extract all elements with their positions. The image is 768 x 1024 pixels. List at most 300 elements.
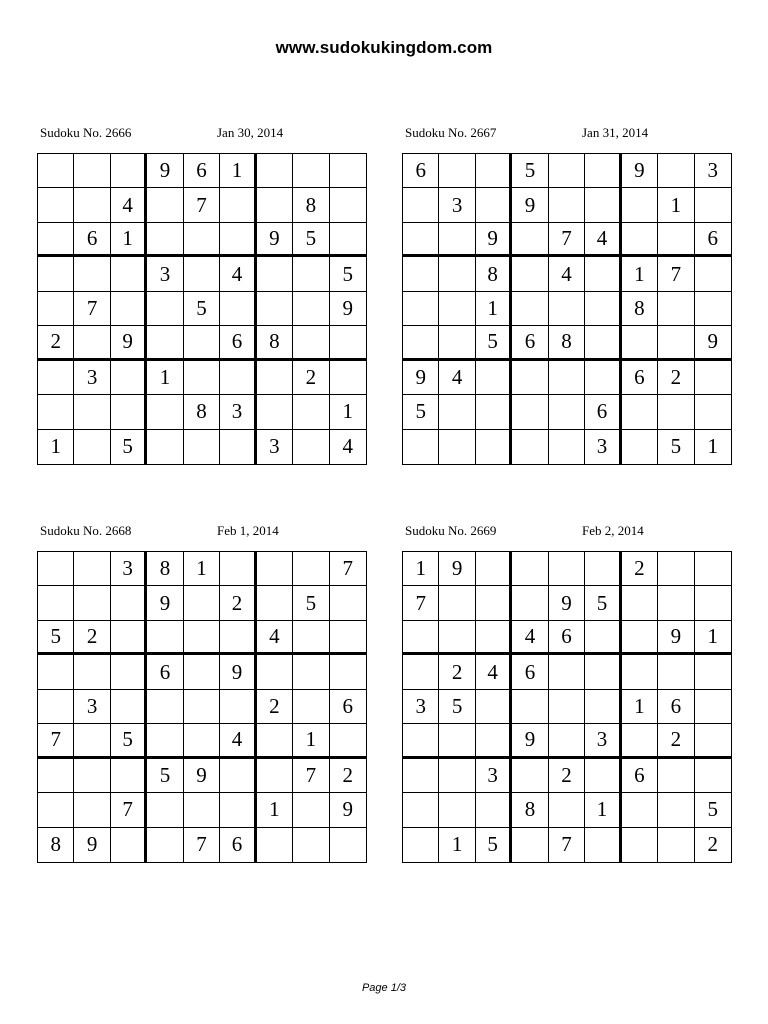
sudoku-cell: 7 (549, 223, 585, 257)
puzzle-date: Jan 31, 2014 (582, 125, 649, 140)
sudoku-cell: 2 (658, 724, 694, 758)
sudoku-cell (658, 655, 694, 689)
sudoku-cell (330, 586, 366, 620)
sudoku-cell (439, 430, 475, 464)
sudoku-cell: 5 (512, 154, 548, 188)
sudoku-cell: 9 (439, 552, 475, 586)
puzzle-date: Feb 2, 2014 (582, 523, 644, 538)
sudoku-cell: 3 (476, 759, 512, 793)
sudoku-cell (585, 188, 621, 222)
sudoku-puzzle (37, 523, 367, 857)
sudoku-cell: 3 (111, 552, 147, 586)
puzzle-number: Sudoku No. 2669 (405, 523, 497, 538)
sudoku-cell (658, 793, 694, 827)
sudoku-cell (111, 361, 147, 395)
sudoku-cell (184, 586, 220, 620)
sudoku-cell (403, 292, 439, 326)
sudoku-cell: 9 (257, 223, 293, 257)
sudoku-cell (403, 759, 439, 793)
sudoku-cell (111, 395, 147, 429)
sudoku-cell: 3 (220, 395, 256, 429)
sudoku-cell (622, 395, 658, 429)
sudoku-cell (257, 257, 293, 291)
sudoku-cell (184, 430, 220, 464)
sudoku-cell (403, 430, 439, 464)
sudoku-cell (658, 326, 694, 360)
puzzle-header (402, 125, 732, 143)
sudoku-cell (622, 828, 658, 862)
sudoku-cell: 7 (184, 828, 220, 862)
sudoku-cell (512, 759, 548, 793)
sudoku-cell (658, 223, 694, 257)
sudoku-puzzle (37, 125, 367, 459)
sudoku-cell: 6 (147, 655, 183, 689)
sudoku-cell (695, 292, 731, 326)
sudoku-cell: 8 (184, 395, 220, 429)
sudoku-cell (147, 621, 183, 655)
sudoku-cell: 5 (476, 326, 512, 360)
sudoku-cell (330, 326, 366, 360)
sudoku-cell (74, 655, 110, 689)
sudoku-cell: 7 (330, 552, 366, 586)
sudoku-cell (549, 361, 585, 395)
sudoku-cell: 8 (549, 326, 585, 360)
sudoku-cell (147, 188, 183, 222)
sudoku-cell (549, 154, 585, 188)
sudoku-cell (74, 552, 110, 586)
sudoku-cell (147, 690, 183, 724)
sudoku-cell (111, 292, 147, 326)
sudoku-cell: 5 (293, 223, 329, 257)
sudoku-cell (476, 724, 512, 758)
sudoku-cell (111, 690, 147, 724)
puzzle-header (37, 523, 367, 541)
sudoku-cell: 1 (707, 434, 719, 459)
sudoku-cell (38, 361, 74, 395)
sudoku-cell (549, 793, 585, 827)
sudoku-cell: 6 (585, 395, 621, 429)
sudoku-cell (549, 552, 585, 586)
puzzle-number: Sudoku No. 2668 (40, 523, 132, 538)
puzzle-header (402, 523, 732, 541)
sudoku-cell (476, 361, 512, 395)
sudoku-cell: 3 (439, 188, 475, 222)
sudoku-cell: 1 (622, 257, 658, 291)
sudoku-cell: 3 (585, 430, 621, 464)
sudoku-cell: 7 (403, 586, 439, 620)
sudoku-cell (695, 188, 731, 222)
sudoku-cell (257, 552, 293, 586)
sudoku-cell (439, 395, 475, 429)
sudoku-cell (403, 188, 439, 222)
sudoku-cell (293, 395, 329, 429)
sudoku-cell: 4 (476, 655, 512, 689)
sudoku-cell: 5 (147, 759, 183, 793)
sudoku-cell: 6 (622, 361, 658, 395)
sudoku-cell: 3 (403, 690, 439, 724)
sudoku-cell: 3 (147, 257, 183, 291)
sudoku-cell (403, 223, 439, 257)
sudoku-cell: 6 (549, 621, 585, 655)
sudoku-cell (549, 292, 585, 326)
sudoku-cell: 5 (38, 621, 74, 655)
sudoku-cell: 9 (111, 326, 147, 360)
sudoku-cell: 1 (257, 793, 293, 827)
sudoku-cell (622, 655, 658, 689)
sudoku-cell: 2 (439, 655, 475, 689)
sudoku-cell (38, 188, 74, 222)
sudoku-cell (585, 326, 621, 360)
sudoku-cell: 1 (220, 154, 256, 188)
sudoku-cell: 4 (549, 257, 585, 291)
sudoku-cell (512, 257, 548, 291)
sudoku-cell (220, 690, 256, 724)
sudoku-cell: 3 (695, 154, 731, 188)
sudoku-cell: 9 (658, 621, 694, 655)
sudoku-cell: 6 (220, 828, 256, 862)
sudoku-cell (147, 724, 183, 758)
sudoku-cell (293, 552, 329, 586)
sudoku-cell (512, 223, 548, 257)
sudoku-cell (111, 828, 147, 862)
sudoku-cell (293, 326, 329, 360)
sudoku-cell: 7 (74, 292, 110, 326)
sudoku-cell: 4 (220, 724, 256, 758)
sudoku-cell (330, 724, 366, 758)
sudoku-cell (74, 793, 110, 827)
sudoku-cell (38, 395, 74, 429)
sudoku-cell (111, 257, 147, 291)
sudoku-puzzle (402, 523, 732, 857)
sudoku-cell (476, 395, 512, 429)
sudoku-cell (184, 621, 220, 655)
sudoku-cell (38, 759, 74, 793)
sudoku-grid (402, 153, 732, 465)
sudoku-cell (512, 552, 548, 586)
sudoku-cell: 6 (74, 223, 110, 257)
sudoku-cell: 2 (38, 326, 74, 360)
sudoku-cell (695, 759, 731, 793)
sudoku-cell (257, 395, 293, 429)
sudoku-cell: 5 (439, 690, 475, 724)
sudoku-cell (257, 361, 293, 395)
sudoku-cell: 1 (658, 188, 694, 222)
sudoku-cell: 9 (549, 586, 585, 620)
sudoku-cell: 5 (403, 395, 439, 429)
sudoku-cell (293, 621, 329, 655)
sudoku-cell (695, 690, 731, 724)
sudoku-cell (439, 326, 475, 360)
sudoku-cell (330, 655, 366, 689)
sudoku-cell (38, 655, 74, 689)
sudoku-cell: 3 (585, 724, 621, 758)
sudoku-cell (257, 724, 293, 758)
sudoku-cell (220, 430, 256, 464)
sudoku-cell: 9 (695, 326, 731, 360)
puzzle-header (37, 125, 367, 143)
sudoku-cell: 2 (707, 832, 719, 857)
sudoku-cell (293, 257, 329, 291)
sudoku-cell (549, 655, 585, 689)
sudoku-cell: 6 (403, 154, 439, 188)
sudoku-cell: 7 (111, 793, 147, 827)
sudoku-cell: 1 (184, 552, 220, 586)
sudoku-cell: 4 (257, 621, 293, 655)
sudoku-cell: 5 (111, 430, 147, 464)
sudoku-cell (512, 361, 548, 395)
sudoku-cell (695, 257, 731, 291)
sudoku-cell (585, 655, 621, 689)
sudoku-cell (585, 759, 621, 793)
sudoku-cell (439, 154, 475, 188)
sudoku-cell: 2 (220, 586, 256, 620)
sudoku-cell (184, 257, 220, 291)
sudoku-cell: 4 (585, 223, 621, 257)
sudoku-cell (585, 154, 621, 188)
sudoku-cell: 1 (147, 361, 183, 395)
sudoku-cell: 7 (184, 188, 220, 222)
sudoku-cell (220, 621, 256, 655)
sudoku-cell (512, 292, 548, 326)
sudoku-cell (658, 154, 694, 188)
sudoku-cell (147, 292, 183, 326)
sudoku-cell (38, 223, 74, 257)
sudoku-cell (622, 793, 658, 827)
sudoku-grid (37, 551, 367, 863)
sudoku-cell: 3 (257, 430, 293, 464)
sudoku-cell: 4 (220, 257, 256, 291)
sudoku-cell (257, 828, 293, 862)
sudoku-cell (38, 793, 74, 827)
sudoku-cell (38, 257, 74, 291)
sudoku-cell: 9 (220, 655, 256, 689)
sudoku-cell: 6 (658, 690, 694, 724)
sudoku-cell: 4 (342, 434, 354, 459)
sudoku-cell (74, 759, 110, 793)
sudoku-cell (622, 326, 658, 360)
sudoku-cell (293, 690, 329, 724)
sudoku-cell: 5 (330, 257, 366, 291)
sudoku-cell (549, 395, 585, 429)
sudoku-cell (695, 361, 731, 395)
sudoku-cell (658, 586, 694, 620)
sudoku-cell (695, 552, 731, 586)
sudoku-cell (220, 759, 256, 793)
sudoku-cell (184, 326, 220, 360)
sudoku-cell (74, 395, 110, 429)
sudoku-cell (695, 655, 731, 689)
sudoku-cell: 7 (293, 759, 329, 793)
site-title: www.sudokukingdom.com (275, 38, 493, 57)
sudoku-cell (220, 292, 256, 326)
sudoku-cell: 6 (695, 223, 731, 257)
sudoku-cell (111, 759, 147, 793)
sudoku-cell (293, 292, 329, 326)
sudoku-cell (658, 552, 694, 586)
sudoku-cell (111, 586, 147, 620)
sudoku-cell: 7 (549, 828, 585, 862)
sudoku-cell: 9 (403, 361, 439, 395)
sudoku-cell: 6 (512, 655, 548, 689)
sudoku-cell (439, 793, 475, 827)
sudoku-cell (476, 621, 512, 655)
sudoku-cell: 1 (403, 552, 439, 586)
sudoku-cell (476, 690, 512, 724)
sudoku-cell (403, 621, 439, 655)
sudoku-cell (293, 430, 329, 464)
sudoku-cell (257, 188, 293, 222)
sudoku-cell: 9 (147, 154, 183, 188)
sudoku-cell: 6 (184, 154, 220, 188)
sudoku-cell (403, 257, 439, 291)
sudoku-cell (330, 154, 366, 188)
sudoku-cell: 5 (184, 292, 220, 326)
sudoku-cell: 2 (74, 621, 110, 655)
sudoku-cell: 9 (184, 759, 220, 793)
sudoku-cell: 5 (585, 586, 621, 620)
sudoku-cell (549, 690, 585, 724)
sudoku-cell (257, 154, 293, 188)
sudoku-cell (658, 292, 694, 326)
sudoku-cell: 6 (330, 690, 366, 724)
sudoku-cell: 9 (330, 292, 366, 326)
sudoku-cell: 8 (512, 793, 548, 827)
sudoku-cell: 1 (38, 430, 74, 464)
sudoku-cell (74, 586, 110, 620)
sudoku-cell (476, 793, 512, 827)
sudoku-cell: 4 (111, 188, 147, 222)
sudoku-cell: 9 (74, 828, 110, 862)
sudoku-cell (622, 188, 658, 222)
sudoku-cell (512, 586, 548, 620)
sudoku-cell: 5 (476, 828, 512, 862)
sudoku-cell: 3 (74, 361, 110, 395)
sudoku-cell: 2 (330, 759, 366, 793)
sudoku-cell (111, 621, 147, 655)
sudoku-cell (184, 690, 220, 724)
sudoku-cell (403, 724, 439, 758)
sudoku-cell: 9 (622, 154, 658, 188)
sudoku-cell (512, 395, 548, 429)
sudoku-cell (74, 154, 110, 188)
sudoku-cell (658, 828, 694, 862)
sudoku-cell (695, 724, 731, 758)
sudoku-cell: 1 (695, 621, 731, 655)
sudoku-cell (330, 361, 366, 395)
sudoku-cell (549, 188, 585, 222)
sudoku-cell (549, 724, 585, 758)
sudoku-cell: 6 (220, 326, 256, 360)
sudoku-cell (330, 188, 366, 222)
sudoku-cell (74, 724, 110, 758)
sudoku-cell (403, 655, 439, 689)
sudoku-cell: 7 (658, 257, 694, 291)
sudoku-cell (147, 430, 183, 464)
sudoku-cell (184, 724, 220, 758)
puzzle-number: Sudoku No. 2666 (40, 125, 132, 140)
sudoku-cell (257, 759, 293, 793)
sudoku-cell (74, 188, 110, 222)
sudoku-cell: 5 (658, 430, 694, 464)
sudoku-cell: 4 (439, 361, 475, 395)
sudoku-cell: 6 (512, 326, 548, 360)
page-number: Page 1/3 (361, 982, 407, 994)
sudoku-cell: 1 (439, 828, 475, 862)
sudoku-cell (476, 154, 512, 188)
sudoku-cell: 1 (111, 223, 147, 257)
sudoku-cell (74, 326, 110, 360)
sudoku-cell: 1 (476, 292, 512, 326)
sudoku-cell (695, 395, 731, 429)
sudoku-cell: 8 (38, 828, 74, 862)
sudoku-cell: 2 (257, 690, 293, 724)
sudoku-cell (38, 690, 74, 724)
sudoku-cell: 8 (622, 292, 658, 326)
sudoku-cell (111, 655, 147, 689)
sudoku-cell (585, 257, 621, 291)
sudoku-cell (439, 759, 475, 793)
sudoku-cell (585, 361, 621, 395)
sudoku-cell (184, 223, 220, 257)
sudoku-cell (439, 621, 475, 655)
sudoku-cell (147, 326, 183, 360)
sudoku-cell (220, 361, 256, 395)
sudoku-cell: 8 (257, 326, 293, 360)
sudoku-cell (585, 828, 621, 862)
sudoku-cell (330, 621, 366, 655)
puzzle-number: Sudoku No. 2667 (405, 125, 497, 140)
sudoku-cell (439, 223, 475, 257)
sudoku-cell (695, 586, 731, 620)
sudoku-cell (38, 292, 74, 326)
sudoku-cell: 9 (330, 793, 366, 827)
sudoku-cell: 7 (38, 724, 74, 758)
sudoku-cell (38, 552, 74, 586)
sudoku-cell (147, 395, 183, 429)
sudoku-cell: 2 (622, 552, 658, 586)
sudoku-cell (476, 430, 512, 464)
sudoku-cell (257, 292, 293, 326)
sudoku-cell (439, 586, 475, 620)
sudoku-cell (330, 223, 366, 257)
sudoku-cell (38, 586, 74, 620)
sudoku-cell (74, 257, 110, 291)
sudoku-cell (585, 292, 621, 326)
puzzle-date: Jan 30, 2014 (217, 125, 284, 140)
sudoku-cell (184, 793, 220, 827)
sudoku-cell (476, 188, 512, 222)
sudoku-cell: 8 (147, 552, 183, 586)
sudoku-cell: 2 (293, 361, 329, 395)
sudoku-cell: 1 (585, 793, 621, 827)
sudoku-cell (257, 586, 293, 620)
sudoku-cell: 9 (147, 586, 183, 620)
sudoku-cell: 6 (622, 759, 658, 793)
sudoku-cell (439, 257, 475, 291)
sudoku-cell (512, 430, 548, 464)
puzzle-date: Feb 1, 2014 (217, 523, 279, 538)
sudoku-cell (585, 621, 621, 655)
sudoku-cell: 8 (476, 257, 512, 291)
sudoku-cell: 9 (512, 188, 548, 222)
sudoku-cell (403, 793, 439, 827)
sudoku-cell: 4 (512, 621, 548, 655)
sudoku-cell (549, 430, 585, 464)
sudoku-cell (38, 154, 74, 188)
sudoku-cell (403, 326, 439, 360)
sudoku-cell: 3 (74, 690, 110, 724)
sudoku-cell: 5 (111, 724, 147, 758)
